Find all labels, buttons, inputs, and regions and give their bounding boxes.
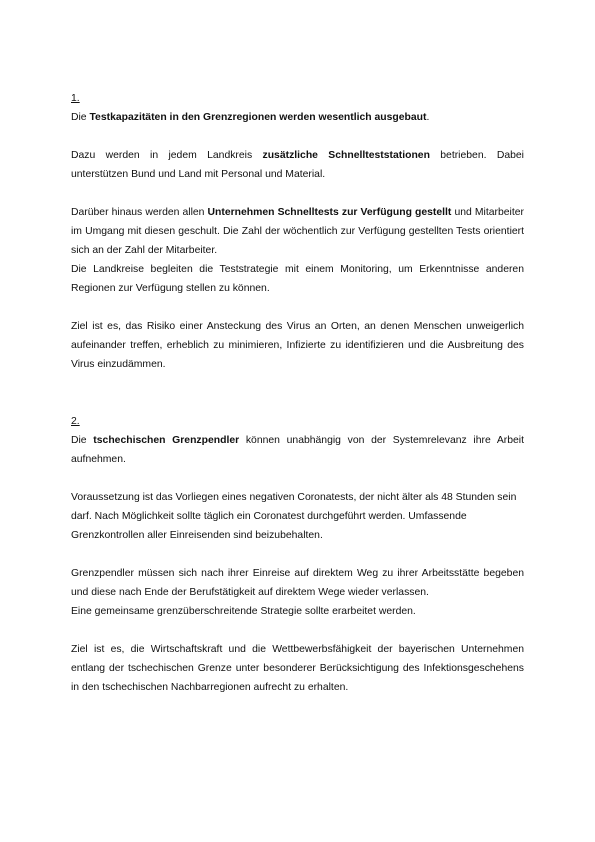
section-headline bbox=[71, 431, 524, 469]
paragraph: Voraussetzung ist das Vorliegen eines negativen Coronatests, der nicht älter als 48 Stunden sein darf. Nach Möglichkeit sollte täglich ein Coronatest durchgeführt werden. Umfassende Grenzkontrollen aller Einreisenden sind beizubehalten. bbox=[71, 492, 517, 541]
headline-bold: Testkapazitäten in den Grenzregionen werden wesentlich ausgebaut bbox=[89, 112, 427, 123]
headline-text: können unabhängig von der Systemrelevanz ihre Arbeit aufnehmen. bbox=[71, 435, 524, 465]
section-headline bbox=[71, 108, 524, 127]
paragraph-text: und Mitarbeiter im Umgang mit diesen geschult. Die Zahl der wöchentlich zur Verfügung gestellten Tests orientiert sich an der Zahl der Mitarbeiter. bbox=[71, 207, 524, 256]
paragraph: Die Landkreise begleiten die Teststrategie mit einem Monitoring, um Erkenntnisse anderen Regionen zur Verfügung stellen zu können. bbox=[71, 264, 524, 294]
paragraph-bold: zusätzliche Schnellteststationen bbox=[262, 150, 430, 161]
paragraph-text: betrieben. Dabei unterstützen Bund und Land mit Personal und Material. bbox=[71, 150, 524, 180]
paragraph: Ziel ist es, die Wirtschaftskraft und die Wettbewerbsfähigkeit der bayerischen Unternehmen entlang der tschechischen Grenze unter besonderer Berücksichtigung des Infektionsgeschehens in den tschechischen Nachbarregionen aufrecht zu erhalten. bbox=[71, 644, 524, 693]
headline-text: Die bbox=[71, 435, 94, 446]
headline-text: . bbox=[426, 112, 430, 123]
section-1 bbox=[71, 89, 524, 374]
paragraph-text: Darüber hinaus werden allen bbox=[71, 207, 208, 218]
paragraph-bold: Unternehmen Schnelltests zur Verfügung gestellt bbox=[207, 207, 452, 218]
section-number: 2. bbox=[71, 416, 80, 427]
paragraph: Grenzpendler müssen sich nach ihrer Einreise auf direktem Weg zu ihrer Arbeitsstätte begeben und diese nach Ende der Berufstätigkeit auf direktem Wege wieder verlassen. bbox=[71, 568, 524, 598]
headline-bold: tschechischen Grenzpendler bbox=[93, 435, 240, 446]
paragraph: Eine gemeinsame grenzüberschreitende Strategie sollte erarbeitet werden. bbox=[71, 606, 416, 617]
document-body bbox=[71, 89, 524, 697]
headline-text: Die bbox=[71, 112, 90, 123]
section-2 bbox=[71, 412, 524, 697]
section-number: 1. bbox=[71, 93, 80, 104]
paragraph: Ziel ist es, das Risiko einer Ansteckung des Virus an Orten, an denen Menschen unweigerlich aufeinander treffen, erheblich zu minimieren, Infizierte zu identifizieren und die Ausbreitung des Virus einzudämmen. bbox=[71, 321, 524, 370]
paragraph bbox=[71, 146, 524, 184]
paragraph bbox=[71, 203, 524, 260]
paragraph-text: Dazu werden in jedem Landkreis bbox=[71, 150, 263, 161]
